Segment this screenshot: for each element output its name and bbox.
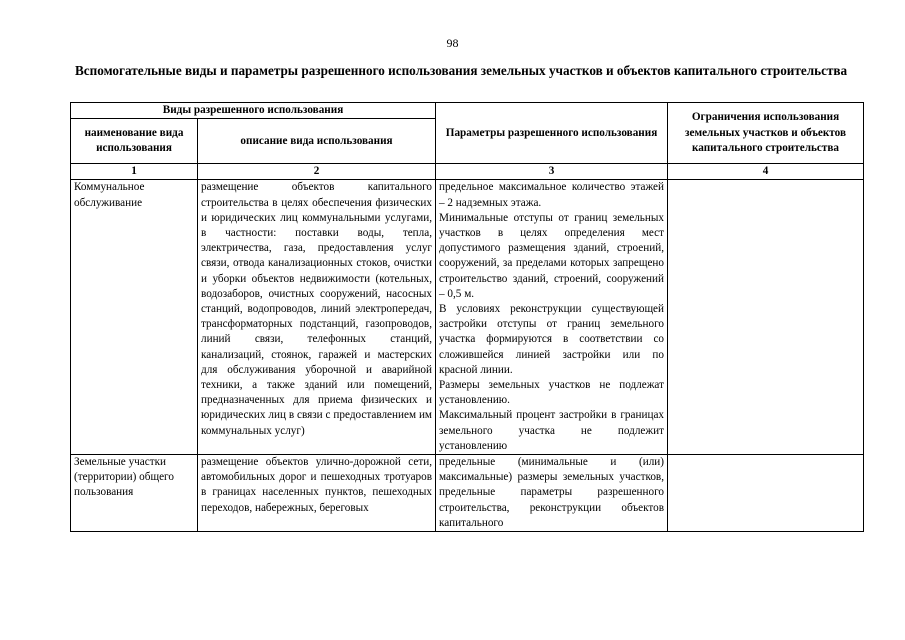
header-restrictions: Ограничения использования земельных участков и объектов капитального строительства bbox=[668, 103, 864, 164]
use-description-cell: размещение объектов улично-дорожной сети, автомобильных дорог и пешеходных тротуаров в границах населенных пунктов, пешеходных переходов, набережных, береговых bbox=[198, 455, 436, 532]
parameter-paragraph: Минимальные отступы от границ земельных участков в целях определения мест допустимого размещения зданий, строений, сооружений, за пределами которых запрещено строительство зданий, строений, сооружений – 0,5 м. bbox=[439, 211, 665, 300]
column-number: 3 bbox=[436, 164, 668, 180]
header-use-name: наименование вида использования bbox=[71, 119, 198, 164]
header-use-description: описание вида использования bbox=[198, 119, 436, 164]
parameters-cell bbox=[436, 180, 668, 455]
restrictions-cell bbox=[668, 180, 864, 455]
column-number: 1 bbox=[71, 164, 198, 180]
parameter-paragraph: Максимальный процент застройки в границах земельного участка не подлежит установлению bbox=[439, 409, 665, 452]
parameters-cell bbox=[436, 455, 668, 532]
parameter-paragraph: В условиях реконструкции существующей застройки отступы от границ земельного участка формируются в соответствии со сложившейся линией застройки или по красной линии. bbox=[439, 303, 665, 376]
use-name-cell: Коммунальное обслуживание bbox=[71, 180, 198, 455]
column-numbers-row bbox=[71, 164, 864, 180]
header-use-types: Виды разрешенного использования bbox=[71, 103, 436, 119]
page-number: 98 bbox=[446, 36, 459, 50]
column-number: 4 bbox=[668, 164, 864, 180]
parameter-paragraph: Размеры земельных участков не подлежат установлению. bbox=[439, 379, 665, 407]
land-use-table bbox=[70, 102, 864, 532]
restrictions-cell bbox=[668, 455, 864, 532]
parameter-paragraph: предельное максимальное количество этажей – 2 надземных этажа. bbox=[439, 181, 665, 209]
header-parameters: Параметры разрешенного использования bbox=[436, 103, 668, 164]
parameter-paragraph: предельные (минимальные и (или) максимальные) размеры земельных участков, предельные параметры разрешенного строительства, реконструкции объектов капитального bbox=[439, 456, 665, 529]
table-row bbox=[71, 180, 864, 455]
column-number: 2 bbox=[198, 164, 436, 180]
use-name-cell: Земельные участки (территории) общего пользования bbox=[71, 455, 198, 532]
table-row bbox=[71, 455, 864, 532]
use-description-cell: размещение объектов капитального строительства в целях обеспечения физических и юридических лиц коммунальными услугами, в частности: поставки воды, тепла, электричества, газа, предоставления услуг связи, отвода канализационных стоков, очистки и уборки объектов недвижимости (котельных, водозаборов, очистных сооружений, насосных станций, водопроводов, линий электропередач, трансформаторных подстанций, газопроводов, линий связи, телефонных станций, канализаций, стоянок, гаражей и мастерских для обслуживания уборочной и аварийной техники, а также зданий или помещений, предназначенных для приема физических и юридических лиц в связи с предоставлением им коммунальных услуг) bbox=[198, 180, 436, 455]
document-title: Вспомогательные виды и параметры разрешенного использования земельных участков и объектов капитального строительства bbox=[75, 63, 848, 78]
